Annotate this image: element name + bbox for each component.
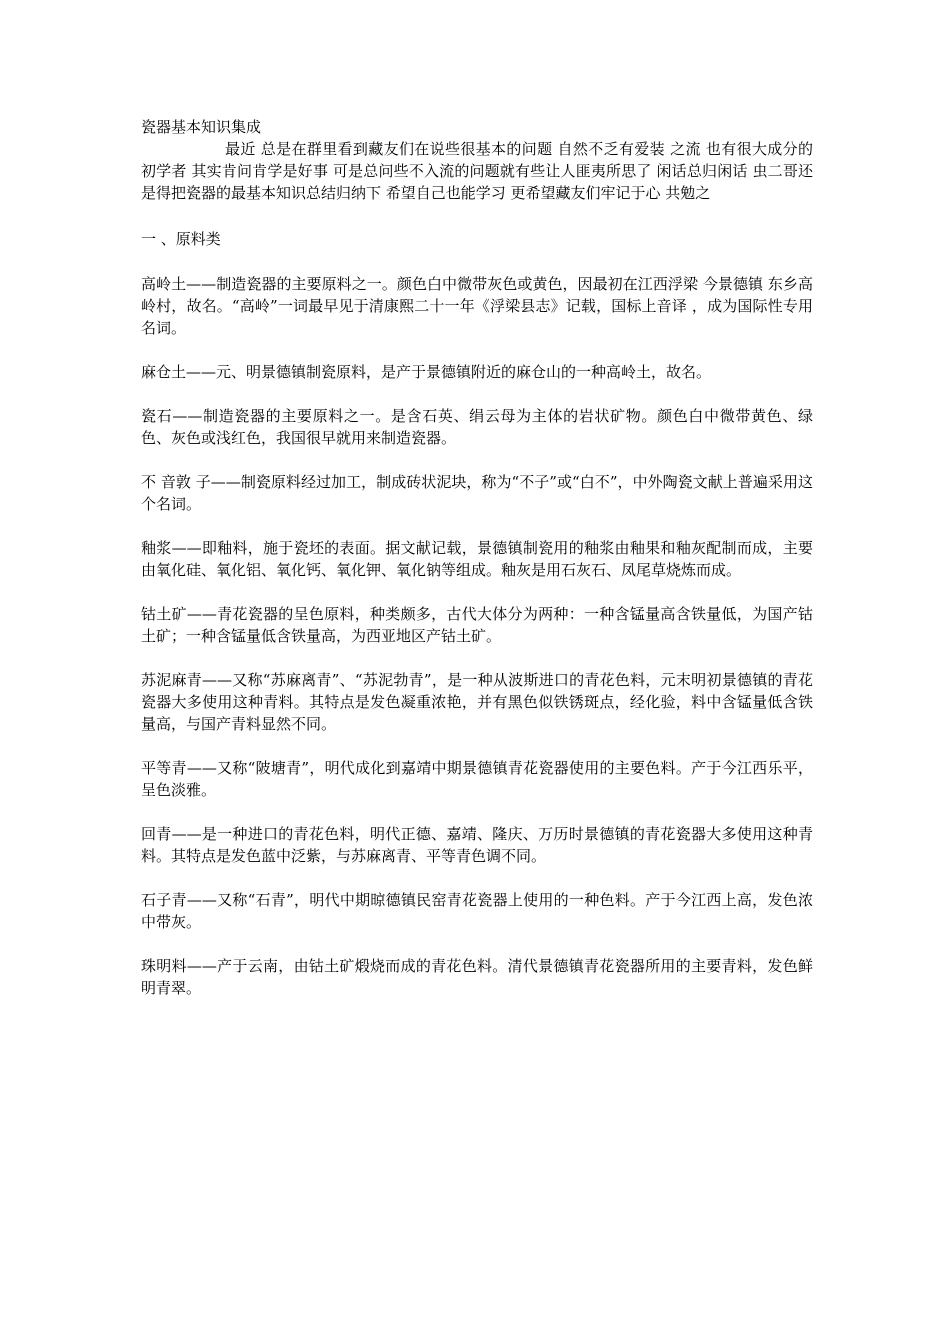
entry-definition: ——又称“陂塘青”，明代成化到嘉靖中期景德镇青花瓷器使用的主要色料。产于今江西乐平，呈色淡雅。 — [141, 759, 813, 799]
glossary-entry — [141, 955, 813, 999]
glossary-entry — [141, 273, 813, 339]
entry-definition: ——制瓷原料经过加工，制成砖状泥块，称为“不子”或“白不”，中外陶瓷文献上普遍采用这个名词。 — [141, 473, 813, 513]
entry-definition: ——产于云南，由钴土矿煅烧而成的青花色料。清代景德镇青花瓷器所用的主要青料，发色鲜明青翠。 — [141, 957, 813, 997]
entry-term: 麻仓土 — [141, 363, 187, 381]
entry-definition: ——制造瓷器的主要原料之一。是含石英、绢云母为主体的岩状矿物。颜色白中微带黄色、绿色、灰色或浅红色，我国很早就用来制造瓷器。 — [141, 407, 813, 447]
glossary-entry — [141, 823, 813, 867]
entry-definition: ——又称“苏麻离青”、“苏泥勃青”，是一种从波斯进口的青花色料，元末明初景德镇的青花瓷器大多使用这种青料。其特点是发色凝重浓艳，并有黑色似铁锈斑点，经化验，料中含锰量低含铁量高，与国产青料显然不同。 — [141, 671, 813, 733]
document-title: 瓷器基本知识集成 — [141, 118, 262, 136]
glossary-entry — [141, 669, 813, 735]
glossary-entry — [141, 757, 813, 801]
entry-term: 苏泥麻青 — [141, 671, 203, 689]
entry-term: 釉浆 — [141, 539, 172, 557]
entry-definition: ——元、明景德镇制瓷原料，是产于景德镇附近的麻仓山的一种高岭土，故名。 — [186, 363, 712, 381]
glossary-entry — [141, 405, 813, 449]
document-body — [141, 116, 813, 1021]
glossary-entry — [141, 361, 813, 383]
entry-definition: ——又称“石青”，明代中期晾德镇民窑青花瓷器上使用的一种色料。产于今江西上高，发色浓中带灰。 — [141, 891, 813, 931]
glossary-entry — [141, 537, 813, 581]
section-heading-raw-materials: 一 、原料类 — [141, 230, 221, 248]
glossary-entry — [141, 603, 813, 647]
entry-definition: ——是一种进口的青花色料，明代正德、嘉靖、隆庆、万历时景德镇的青花瓷器大多使用这种青料。其特点是发色蓝中泛紫，与苏麻离青、平等青色调不同。 — [141, 825, 813, 865]
intro-paragraph: 最近 总是在群里看到藏友们在说些很基本的问题 自然不乏有爱装 之流 也有很大成分的初学者 其实肯问肯学是好事 可是总问些不入流的问题就有些让人匪夷所思了 闲话总归闲话 虫二哥还是得把瓷器的最基本知识总结归纳下 希望自己也能学习 更希望藏友们牢记于心 共勉之 — [141, 140, 813, 202]
glossary-entry — [141, 471, 813, 515]
entry-definition: ——即釉料，施于瓷坯的表面。据文献记载，景德镇制瓷用的釉浆由釉果和釉灰配制而成，主要由氧化硅、氧化铝、氧化钙、氧化钾、氧化钠等组成。釉灰是用石灰石、凤尾草烧炼而成。 — [141, 539, 813, 579]
entry-term: 平等青 — [141, 759, 187, 777]
entry-term: 珠明料 — [141, 957, 187, 975]
entry-definition: ——制造瓷器的主要原料之一。颜色白中微带灰色或黄色，因最初在江西浮梁 今景德镇 东乡高岭村，故名。“高岭”一词最早见于清康熙二十一年《浮梁县志》记载，国标上音译 ，成为国际性专用名词。 — [141, 275, 813, 337]
entry-term: 瓷石 — [141, 407, 173, 425]
entry-term: 不 音敦 子 — [141, 473, 211, 491]
glossary-entry — [141, 889, 813, 933]
entry-term: 石子青 — [141, 891, 187, 909]
entry-term: 高岭土 — [141, 275, 187, 293]
entry-term: 回青 — [141, 825, 172, 843]
entry-term: 钴土矿 — [141, 605, 187, 623]
entry-definition: ——青花瓷器的呈色原料，种类颇多，古代大体分为两种：一种含锰量高含铁量低，为国产钴土矿；一种含锰量低含铁量高，为西亚地区产钴土矿。 — [141, 605, 813, 645]
